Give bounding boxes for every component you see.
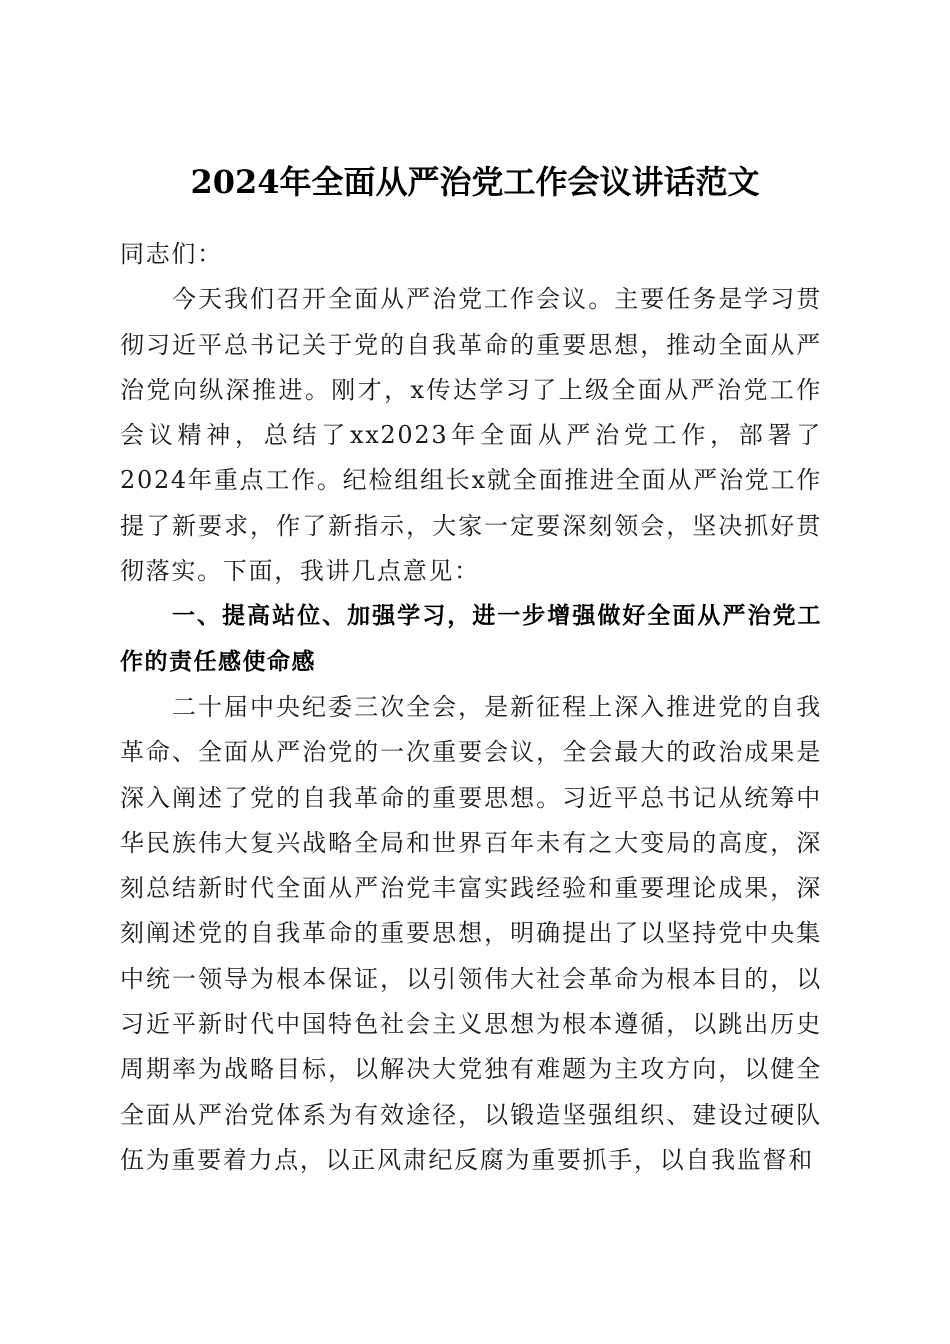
document-title: 2024年全面从严治党工作会议讲话范文: [190, 163, 760, 202]
document-body: [120, 232, 822, 1183]
section-heading: 一、提高站位、加强学习，进一步增强做好全面从严治党工作的责任感使命感: [120, 603, 822, 675]
salutation: 同志们：: [120, 240, 223, 268]
intro-paragraph: 今天我们召开全面从严治党工作会议。主要任务是学习贯彻习近平总书记关于党的自我革命的重要思想，推动全面从严治党向纵深推进。刚才，x传达学习了上级全面从严治党工作会议精神，总结了xx2023年全面从严治党工作，部署了2024年重点工作。纪检组组长x就全面推进全面从严治党工作提了新要求，作了新指示，大家一定要深刻领会，坚决抓好贯彻落实。下面，我讲几点意见：: [120, 285, 822, 586]
section-paragraph: 二十届中央纪委三次全会，是新征程上深入推进党的自我革命、全面从严治党的一次重要会议，全会最大的政治成果是深入阐述了党的自我革命的重要思想。习近平总书记从统筹中华民族伟大复兴战略全局和世界百年未有之大变局的高度，深刻总结新时代全面从严治党丰富实践经验和重要理论成果，深刻阐述党的自我革命的重要思想，明确提出了以坚持党中央集中统一领导为根本保证，以引领伟大社会革命为根本目的，以习近平新时代中国特色社会主义思想为根本遵循，以跳出历史周期率为战略目标，以解决大党独有难题为主攻方向，以健全全面从严治党体系为有效途径，以锻造坚强组织、建设过硬队伍为重要着力点，以正风肃纪反腐为重要抓手，以自我监督和: [120, 692, 822, 1174]
